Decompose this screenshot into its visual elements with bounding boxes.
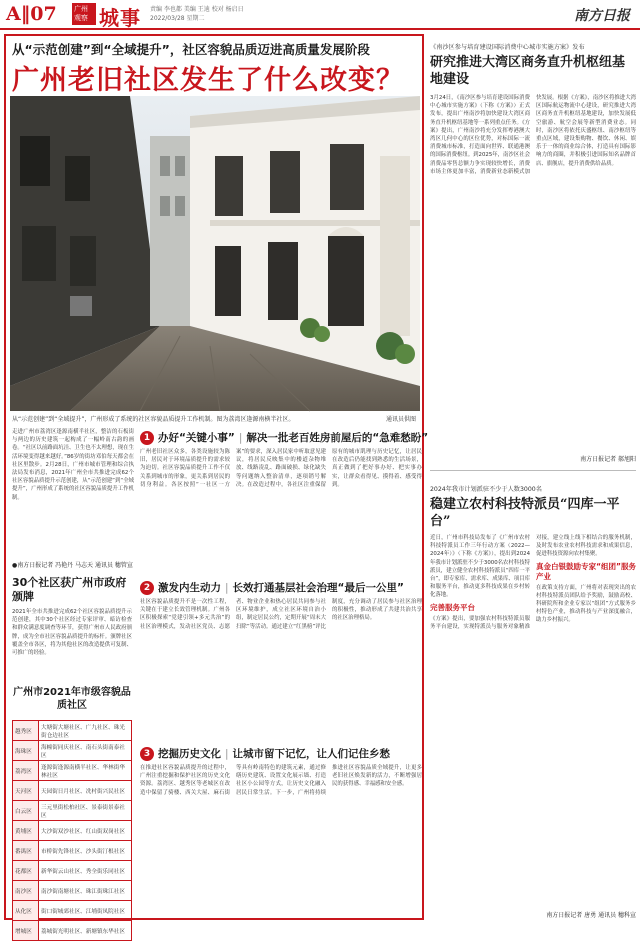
story2-kicker: 2024年我市计划派驻不少于人数3000名 xyxy=(430,486,542,493)
page-number: A‖07 xyxy=(6,3,57,25)
community-cell: 南沙街南塘社区、珠江街珠江社区 xyxy=(39,881,132,901)
section-number: 2 xyxy=(140,581,154,595)
table-row xyxy=(13,821,132,841)
community-cell: 三元里街松柏社区、景泰街景泰社区 xyxy=(39,801,132,821)
district-cell: 海珠区 xyxy=(13,741,39,761)
heading-separator: | xyxy=(238,431,243,444)
table-row xyxy=(13,761,132,781)
section-heading-2 xyxy=(140,580,404,595)
story2-paragraph-1: 《方案》提出，要加强农村科技特派员服务平台建设，实现特派员与服务对象精准对接，建立线上线下相结合的服务机制，及时发布农业农村科技需求和成果信息，促进科技资源向农村集聚。 xyxy=(430,535,636,630)
page-header xyxy=(0,0,640,30)
story2-title: 稳建立农村科技特派员“四库一平台” xyxy=(430,497,620,529)
story2-subhead-1: 完善服务平台 xyxy=(430,602,475,612)
lede-byline: ●南方日报记者 冯艳丹 马志天 通讯员 穗管宣 xyxy=(12,562,133,569)
table-row xyxy=(13,861,132,881)
column-divider xyxy=(430,470,636,471)
story1-byline: 南方日报记者 郝旭阳 xyxy=(580,456,636,463)
section-title: 长效打通基层社会治理“最后一公里” xyxy=(232,582,404,594)
section-label: 挖掘历史文化 xyxy=(158,748,221,760)
heading-separator: | xyxy=(225,581,229,594)
district-cell: 花都区 xyxy=(13,861,39,881)
lede-text: 走进广州市荔湾区逢源南横半社区，整洁的石板街与两边的历史建筑一起构成了一幅岭南古韵的画卷。“社区以前路面坑洼、卫生也不太理想，现在生活环境变得越来越好。”86岁的街坊邓伯每天都会在社区里散步。2月28日，广州市城市管理和综合执法局发布消息，2021年广州全市共推进完成62个社区容貌品质提升示范创建，从“示范创建”到“全域提升”，广州形成了系统的社区容貌品质提升工作机制。 xyxy=(12,429,134,501)
editor-meta xyxy=(150,5,244,23)
section-number: 3 xyxy=(140,747,154,761)
table-row xyxy=(13,881,132,901)
community-cell: 大塘街大塘社区、广九社区、珠光街仓边社区 xyxy=(39,721,132,741)
meta-editor: 责编 李也都 xyxy=(150,6,182,13)
district-cell: 南沙区 xyxy=(13,881,39,901)
street-scene-illustration xyxy=(10,96,420,411)
section-number: 1 xyxy=(140,431,154,445)
section-heading-1 xyxy=(140,430,428,445)
table-row xyxy=(13,741,132,761)
story2-paragraph-2: 在政策支持方面，广州将对表现突出的农村科技特派员团队给予奖励，鼓励高校、科研院所和企业专家以“组团”方式服务乡村特色产业，推动科技与产业深度融合，助力乡村振兴。 xyxy=(536,584,636,624)
section-title: 解决一批老百姓房前屋后的“急难愁盼” xyxy=(246,432,429,444)
story2-intro: 近日，广州市科技局发布了《广州市农村科技特派员工作三年行动方案（2022—2024年）》（下称《方案》），提出到2024年我市计划派驻不少于3000名农村科技特派员，建立健全农村科技特派员“四库一平台”，即专家库、需求库、成果库、项目库和服务平台，推动更多科技成果在乡村转化落地。 xyxy=(430,535,530,599)
section-body-3: 在推进社区容貌品质提升的过程中，广州注重挖掘和保护社区的历史文化资源。荔湾区、越秀区等老城区在改造中保留了骑楼、西关大屋、麻石街等具有岭南特色的建筑元素，通过修缮历史建筑、设置文化展示墙、打造社区小公园等方式，让历史文化融入居民日常生活。下一步，广州将持续推进社区容貌品质全域提升，让更多老旧社区焕发新的活力，不断增强居民的获得感、幸福感和安全感。 xyxy=(140,765,422,796)
district-cell: 白云区 xyxy=(13,801,39,821)
lead-photo xyxy=(10,96,420,411)
table-row xyxy=(13,841,132,861)
district-cell: 从化区 xyxy=(13,901,39,921)
story1-kicker: 《南沙区参与培育建设国际消费中心城市实施方案》发布 xyxy=(430,44,585,51)
meta-proofreader: 校对 杨启日 xyxy=(211,6,244,13)
table-title: 广州市2021年市级容貌品质社区 xyxy=(13,687,131,711)
district-cell: 天河区 xyxy=(13,781,39,801)
section-title: 让城市留下记忆，让人们记住乡愁 xyxy=(232,748,391,760)
community-cell: 天园街日月社区、冼村街兴民社区 xyxy=(39,781,132,801)
community-cell: 大沙街双沙社区、红山街双岗社区 xyxy=(39,821,132,841)
section-name: 城事 xyxy=(99,6,141,30)
table-row xyxy=(13,921,132,941)
section-label: 激发内生动力 xyxy=(158,582,221,594)
lede-column xyxy=(12,428,134,569)
district-cell: 荔湾区 xyxy=(13,761,39,781)
heading-separator: | xyxy=(225,747,229,760)
community-cell: 新华街云山社区、秀全街乐同社区 xyxy=(39,861,132,881)
lead-kicker: 从“示范创建”到“全域提升”，社区容貌品质迈进高质量发展阶段 xyxy=(12,42,370,57)
section-sub-label: 广州观察 xyxy=(72,3,96,25)
community-cell: 逢源街逢源南横半社区、华林街华林社区 xyxy=(39,761,132,781)
district-cell: 增城区 xyxy=(13,921,39,941)
table-row xyxy=(13,801,132,821)
community-cell: 街口街城郊社区、江埔街凤院社区 xyxy=(39,901,132,921)
table-row xyxy=(13,901,132,921)
story2-body xyxy=(430,534,636,914)
photo-credit: 通讯员供图 xyxy=(385,416,416,423)
lead-story xyxy=(4,34,429,935)
story1-title: 研究推进大湾区商务直升机枢纽基地建设 xyxy=(430,55,626,87)
story2-byline: 南方日报记者 唐勇 通讯员 穗科宣 xyxy=(546,912,636,919)
sidebar-title: 30个社区获广州市政府颁牌 xyxy=(12,576,127,603)
story2-subhead-2: 真金白银鼓励专家“组团”服务产业 xyxy=(536,561,636,581)
newspaper-logo: 南方日报 xyxy=(574,8,630,24)
meta-designer: 美编 王迪 xyxy=(183,6,210,13)
community-table xyxy=(12,720,132,941)
section-label: 办好“关键小事” xyxy=(158,432,235,444)
sidebar-text: 2021年全市共推进完成62个社区容貌品质提升示范创建，其中30个社区经过专家评审、暗访检查和群众满意度调查等环节，获得广州市人民政府颁牌，成为全市社区容貌品质提升的标杆。颁牌社区覆盖全市各区，将为其他社区的改造提供可复制、可推广的经验。 xyxy=(12,609,132,657)
section-heading-3 xyxy=(140,746,390,761)
district-cell: 番禺区 xyxy=(13,841,39,861)
community-cell: 海幢街同庆社区、南石头街南泰社区 xyxy=(39,741,132,761)
table-row xyxy=(13,721,132,741)
table-row xyxy=(13,781,132,801)
photo-caption: 从“示范创建”到“全域提升”，广州形成了系统的社区容貌品质提升工作机制。图为荔湾区逢源南横半社区。 xyxy=(12,416,295,423)
community-cell: 市桥街先锋社区、沙头街汀根社区 xyxy=(39,841,132,861)
community-cell: 荔城街光明社区、新塘镇东华社区 xyxy=(39,921,132,941)
lead-headline: 广州老旧社区发生了什么改变？ xyxy=(12,65,404,96)
section-body-1: 广州老旧社区众多，各类设施较为陈旧，居民对于环境品质提升的需求较为迫切。社区容貌品质提升工作不仅关系到城市的形象，更关系到居民的切身利益。各区按照“一社区一方案”的要求，深入居民家中听取意见建议，将居民反映集中的楼道杂物堆放、线路凌乱、路面破损、绿化缺失等问题纳入整治清单，逐项销号解决。在改造过程中，各社区注重保留原有的城市肌理与历史记忆，让居民在改造后仍能找到熟悉的生活场景，真正做到了把好事办好、把实事办实，让群众看得见、摸得着、感受得到。 xyxy=(140,449,422,488)
story1-body: 3月24日，《南沙区参与培育建设国际消费中心城市实施方案》（下称《方案》）正式发布，提出广州南沙将加快建设大湾区商务直升机枢纽基地等一系列重点任务。《方案》提出，广州南沙将充分发挥粤港澳大湾区几何中心的区位优势，对标国际一流消费城市标准，打造面向世界、联通港澳的国际消费枢纽。到2025年，南沙区社会消费品零售总额力争实现较快增长，消费市场主体更加丰富，消费新业态新模式加快发展。根据《方案》，南沙区将推进大湾区国际航运物流中心建设，研究推进大湾区商务直升机枢纽基地建设，加快发展低空旅游、航空会展等新型消费业态。同时，南沙区将依托庆盛枢纽、南沙枢纽等重点区域，建设集购物、餐饮、休闲、娱乐于一体的商业综合体，打造具有国际影响力的商圈，并积极引进国际知名品牌首店、旗舰店，提升消费供给品质。 xyxy=(430,95,636,175)
meta-date: 2022/03/28 星期二 xyxy=(150,15,205,22)
district-cell: 越秀区 xyxy=(13,721,39,741)
section-body-2: 社区容貌品质提升不是一次性工程，关键在于建立长效管理机制。广州各区积极探索“党建引领+多元共治”的社区治理模式，发动社区党员、志愿者、物业企业和热心居民共同参与社区环境维护，成立社区环境自治小组，制定居民公约，定期开展“周末大扫除”等活动。通过建立“红黑榜”评比制度，充分调动了居民参与社区治理的积极性，推动形成了共建共治共享的社区治理格局。 xyxy=(140,599,422,630)
district-cell: 黄埔区 xyxy=(13,821,39,841)
